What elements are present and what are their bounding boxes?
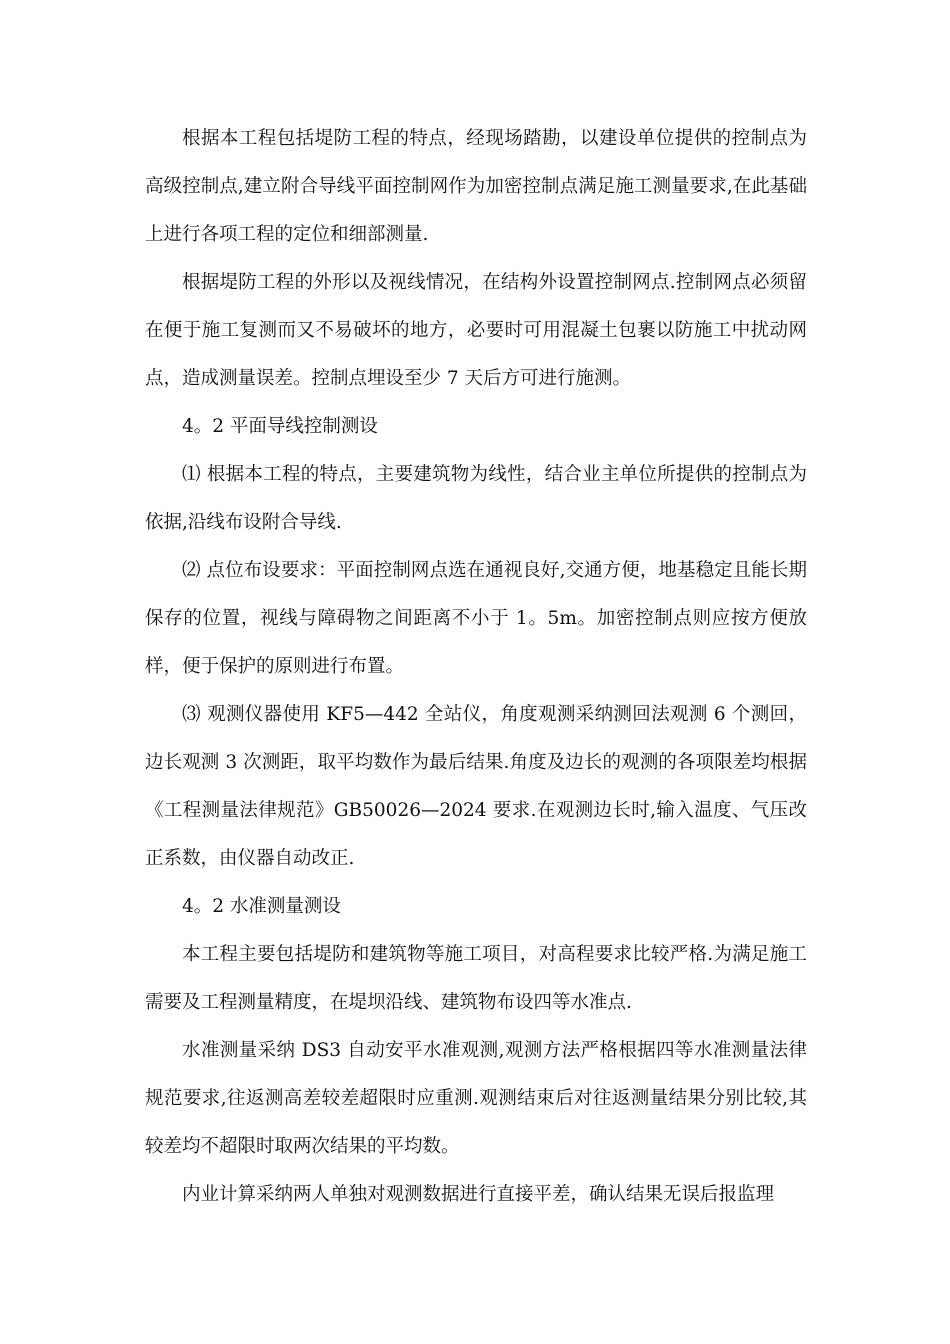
paragraph-control-point-placement: 根据堤防工程的外形以及视线情况，在结构外设置控制网点.控制网点必须留在便于施工复测而又不易破坏的地方，必要时可用混凝土包裹以防施工中扰动网点，造成测量误差。控制点埋设至少 7 天后方可进行施测。: [145, 272, 807, 389]
document-body: [145, 115, 807, 1219]
paragraph-item-3: ⑶ 观测仪器使用 KF5—442 全站仪，角度观测采纳测回法观测 6 个测回，边长观测 3 次测距，取平均数作为最后结果.角度及边长的观测的各项限差均根据《工程测量法律规范》GB50026—2024 要求.在观测边长时,输入温度、气压改正系数，由仪器自动改正.: [145, 704, 807, 869]
paragraph-office-calculation: 内业计算采纳两人单独对观测数据进行直接平差，确认结果无误后报监理: [182, 1184, 775, 1205]
paragraph-leveling-method: 水准测量采纳 DS3 自动安平水准观测,观测方法严格根据四等水准测量法律规范要求,往返测高差较差超限时应重测.观测结束后对往返测量结果分别比较,其较差均不超限时取两次结果的平均数。: [145, 1040, 807, 1157]
paragraph-control-network-basis: 根据本工程包括堤防工程的特点，经现场踏勘，以建设单位提供的控制点为高级控制点,建立附合导线平面控制网作为加密控制点满足施工测量要求,在此基础上进行各项工程的定位和细部测量.: [145, 128, 807, 245]
paragraph-leveling-points: 本工程主要包括堤防和建筑物等施工项目，对高程要求比较严格.为满足施工需要及工程测量精度，在堤坝沿线、建筑物布设四等水准点.: [145, 944, 807, 1013]
paragraph-item-2: ⑵ 点位布设要求：平面控制网点选在通视良好,交通方便，地基稳定且能长期保存的位置，视线与障碍物之间距离不小于 1。5m。加密控制点则应按方便放样，便于保护的原则进行布置。: [145, 560, 807, 677]
section-heading-leveling: 4。2 水准测量测设: [182, 896, 341, 917]
section-heading-traverse: 4。2 平面导线控制测设: [182, 416, 378, 437]
paragraph-item-1: ⑴ 根据本工程的特点，主要建筑物为线性，结合业主单位所提供的控制点为依据,沿线布设附合导线.: [145, 464, 807, 533]
